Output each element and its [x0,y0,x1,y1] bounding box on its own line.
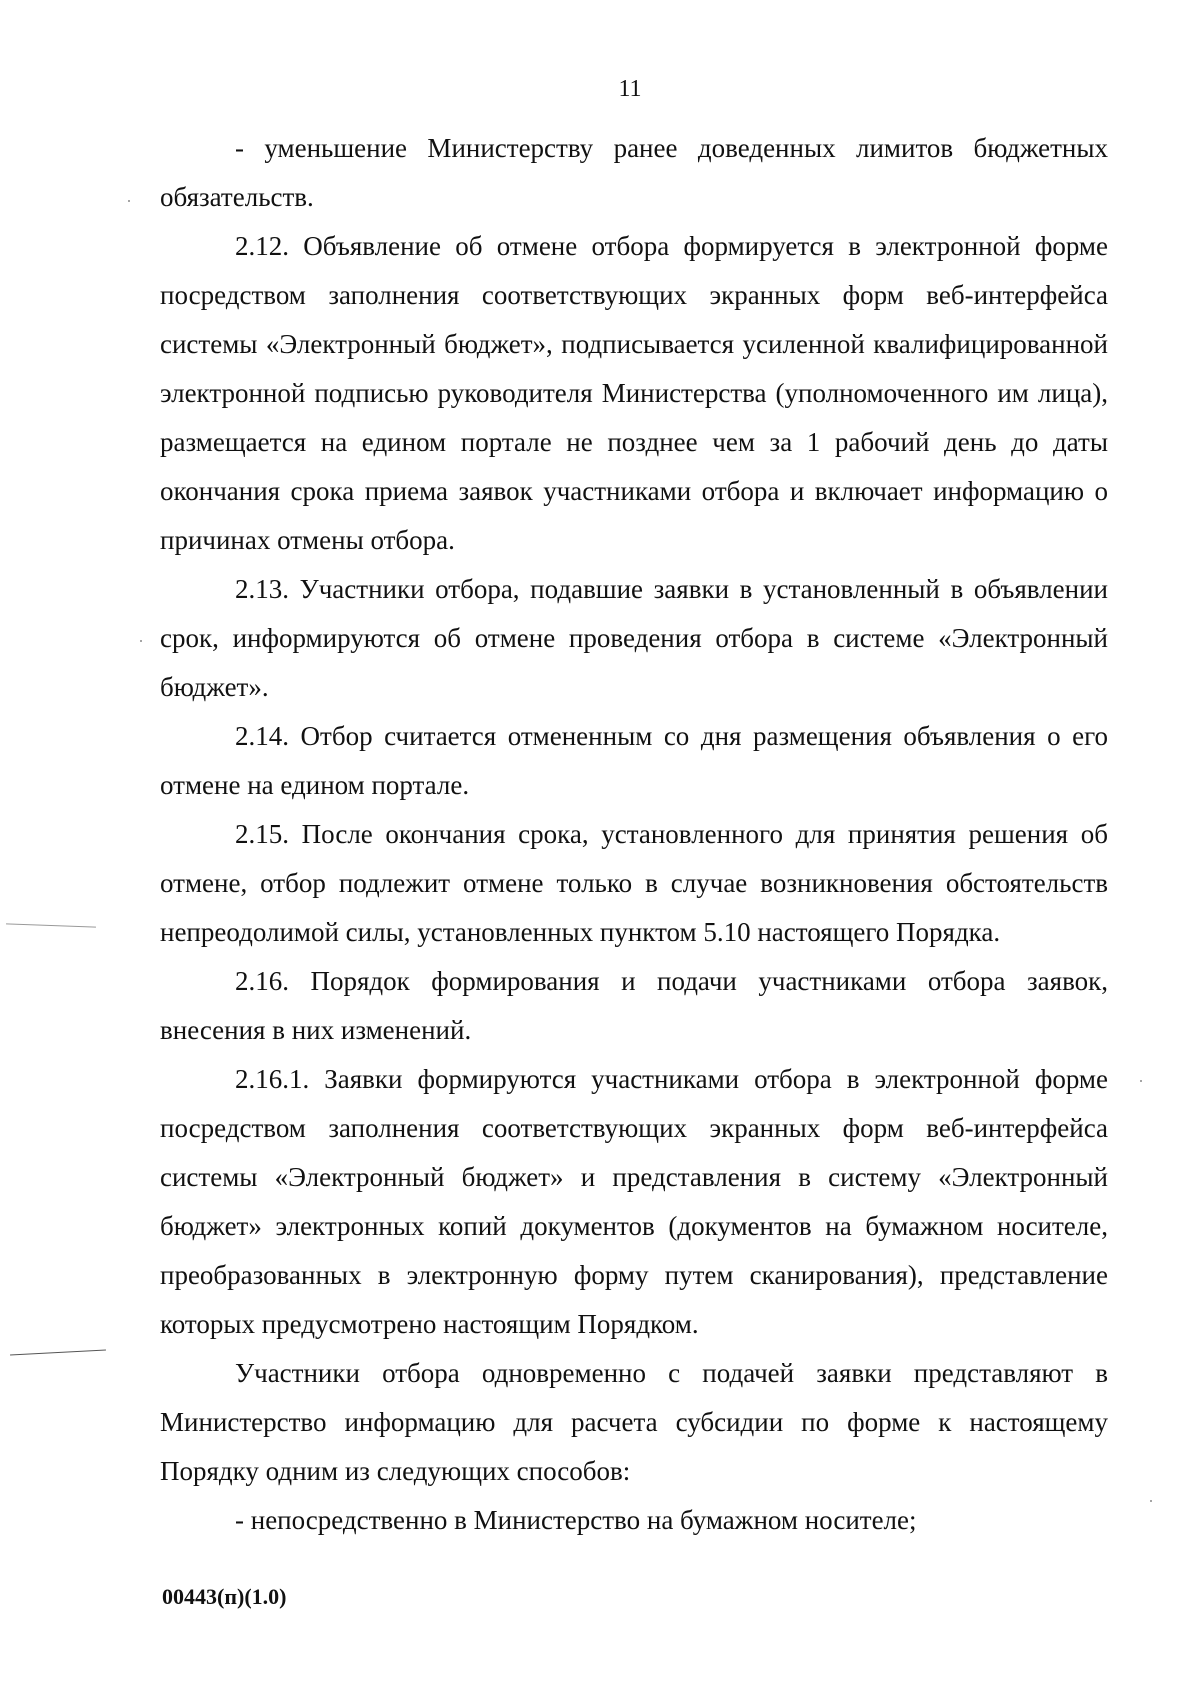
paragraph-2-14: 2.14. Отбор считается отмененным со дня размещения объявления о его отмене на едином портале. [160,721,1108,800]
scan-artifact-line [10,1349,106,1355]
paragraph-paper-submission: - непосредственно в Министерство на бумажном носителе; [235,1505,917,1535]
scan-artifact-line [6,923,96,927]
page-number: 11 [618,76,642,102]
paragraph-2-16-1: 2.16.1. Заявки формируются участниками отбора в электронной форме посредством заполнения соответствующих экранных форм веб-интерфейса системы «Электронный бюджет» и представления в систему «Электронный бюджет» электронных копий документов (документов на бумажном носителе, преобразованных в электронную форму путем сканирования), представление которых предусмотрено настоящим Порядком. [160,1064,1108,1339]
scan-artifact-dot [128,200,130,202]
paragraph-2-15: 2.15. После окончания срока, установленного для принятия решения об отмене, отбор подлежит отмене только в случае возникновения обстоятельств непреодолимой силы, установленных пунктом 5.10 настоящего Порядка. [160,819,1108,947]
paragraph-2-12: 2.12. Объявление об отмене отбора формируется в электронной форме посредством заполнения соответствующих экранных форм веб-интерфейса системы «Электронный бюджет», подписывается усиленной квалифицированной электронной подписью руководителя Министерства (уполномоченного им лица), размещается на едином портале не позднее чем за 1 рабочий день до даты окончания срока приема заявок участниками отбора и включает информацию о причинах отмены отбора. [160,231,1108,555]
scan-artifact-dot [140,640,142,642]
document-body [160,124,1108,1545]
document-code: 00443(п)(1.0) [162,1584,287,1609]
scan-artifact-dot [1150,1500,1152,1502]
paragraph-2-16: 2.16. Порядок формирования и подачи участниками отбора заявок, внесения в них изменений. [160,966,1108,1045]
scan-artifact-dot [1140,1080,1142,1082]
paragraph-2-13: 2.13. Участники отбора, подавшие заявки в установленный в объявлении срок, информируются об отмене проведения отбора в системе «Электронный бюджет». [160,574,1108,702]
paragraph-participants-info: Участники отбора одновременно с подачей заявки представляют в Министерство информацию для расчета субсидии по форме к настоящему Порядку одним из следующих способов: [160,1358,1108,1486]
paragraph-budget-limits: - уменьшение Министерству ранее доведенных лимитов бюджетных обязательств. [160,133,1108,212]
